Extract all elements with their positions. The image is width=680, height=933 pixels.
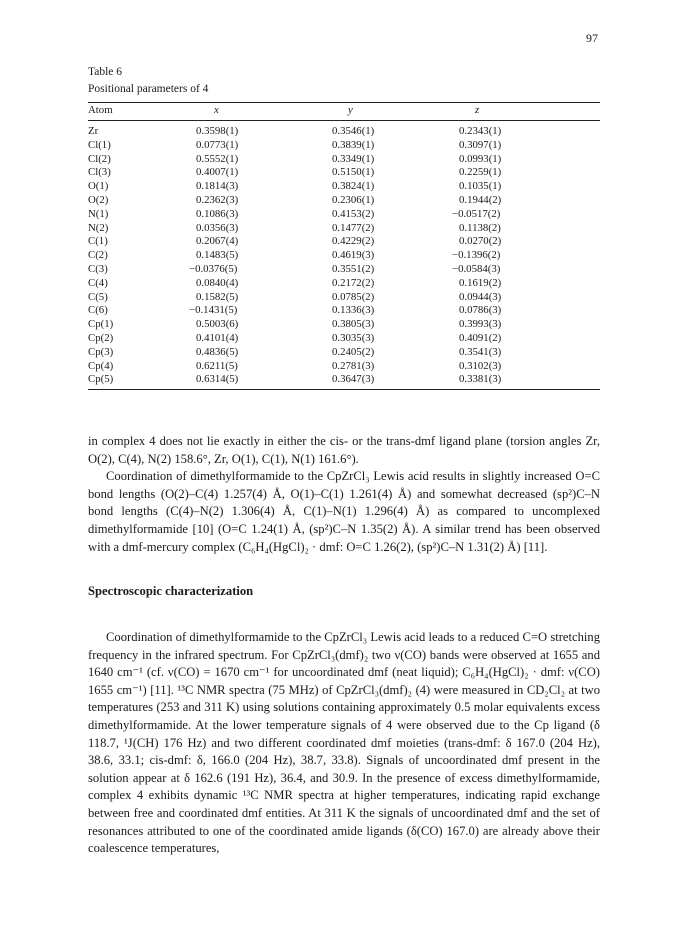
x-cell: 0.3598(1) <box>196 125 239 137</box>
x-cell: 0.0356(3) <box>196 221 239 234</box>
y-cell: 0.1477(2) <box>332 221 375 234</box>
atom-cell: Cp(2) <box>88 331 114 344</box>
z-cell: 0.3993(3) <box>459 318 502 331</box>
atom-cell: N(1) <box>88 207 109 220</box>
y-cell: 0.4229(2) <box>332 235 375 248</box>
z-cell: −0.0584(3) <box>452 262 501 275</box>
table-row <box>88 263 600 277</box>
atom-cell: C(2) <box>88 249 108 262</box>
z-cell: 0.1035(1) <box>459 180 502 193</box>
atom-cell: Cl(1) <box>88 138 111 151</box>
atom-cell: Cl(2) <box>88 152 111 165</box>
atom-cell: C(1) <box>88 235 108 248</box>
table-row <box>88 373 600 387</box>
x-cell: 0.4007(1) <box>196 166 239 179</box>
y-cell: 0.3551(2) <box>332 262 375 275</box>
z-cell: 0.0786(3) <box>459 304 502 317</box>
z-cell: 0.1138(2) <box>459 221 501 234</box>
z-cell: 0.2343(1) <box>459 125 502 137</box>
x-cell: −0.0376(5) <box>189 262 238 275</box>
z-cell: 0.3097(1) <box>459 138 502 151</box>
x-cell: 0.5552(1) <box>196 152 239 165</box>
header-x: x <box>214 104 219 116</box>
atom-cell: C(4) <box>88 276 108 289</box>
header-atom: Atom <box>88 104 113 116</box>
table-header-row <box>88 103 600 118</box>
x-cell: 0.1814(3) <box>196 180 239 193</box>
atom-cell: Cp(3) <box>88 345 114 358</box>
y-cell: 0.2306(1) <box>332 193 375 206</box>
table-row <box>88 249 600 263</box>
table-row <box>88 222 600 236</box>
y-cell: 0.4619(3) <box>332 249 375 262</box>
atom-cell: Cp(5) <box>88 373 114 386</box>
z-cell: 0.3541(3) <box>459 345 502 358</box>
table-row <box>88 332 600 346</box>
table-row <box>88 291 600 305</box>
table-row <box>88 125 600 139</box>
atom-cell: O(1) <box>88 180 109 193</box>
table-title: Positional parameters of 4 <box>88 83 209 95</box>
z-cell: 0.1619(2) <box>459 276 502 289</box>
y-cell: 0.5150(1) <box>332 166 375 179</box>
y-cell: 0.0785(2) <box>332 290 375 303</box>
table-row <box>88 153 600 167</box>
table-row <box>88 194 600 208</box>
atom-cell: C(3) <box>88 262 108 275</box>
table-row <box>88 360 600 374</box>
x-cell: 0.4836(5) <box>196 345 239 358</box>
z-cell: 0.3381(3) <box>459 373 502 386</box>
x-cell: 0.1086(3) <box>196 207 239 220</box>
atom-cell: Zr <box>88 125 99 137</box>
z-cell: −0.0517(2) <box>452 207 501 220</box>
y-cell: 0.2781(3) <box>332 359 375 372</box>
y-cell: 0.3349(1) <box>332 152 375 165</box>
table-row <box>88 139 600 153</box>
x-cell: 0.2067(4) <box>196 235 239 248</box>
y-cell: 0.3805(3) <box>332 318 375 331</box>
y-cell: 0.4153(2) <box>332 207 375 220</box>
paragraph-1: in complex 4 does not lie exactly in either the cis- or the trans-dmf ligand plane (torsion angles Zr, O(2), C(4), N(2) 158.6°, Zr, O(1), C(1), N(1) 161.6°). <box>88 434 600 466</box>
z-cell: 0.4091(2) <box>459 331 502 344</box>
body-paragraphs-top <box>88 433 600 556</box>
table-row <box>88 346 600 360</box>
z-cell: −0.1396(2) <box>452 249 501 262</box>
page-number: 97 <box>586 31 598 45</box>
z-cell: 0.0993(1) <box>459 152 502 165</box>
atom-cell: N(2) <box>88 221 109 234</box>
z-cell: 0.3102(3) <box>459 359 502 372</box>
y-cell: 0.1336(3) <box>332 304 375 317</box>
table-body <box>88 121 600 389</box>
header-y: y <box>348 104 353 116</box>
y-cell: 0.3647(3) <box>332 373 375 386</box>
table-label: Table 6 <box>88 66 123 78</box>
atom-cell: C(5) <box>88 290 108 303</box>
x-cell: 0.4101(4) <box>196 331 239 344</box>
x-cell: 0.0840(4) <box>196 276 239 289</box>
table-caption <box>88 64 208 98</box>
paragraph-3: Coordination of dimethylformamide to the CpZrCl₃ Lewis acid leads to a reduced C=O stretching frequency in the infrared spectrum. For CpZrCl₃(dmf)₂ two ν(CO) bands were observed at 1655 and 1640 cm⁻¹ (cf. ν(CO) = 1670 cm⁻¹ for uncoordinated dmf (neat liquid); C₆H₄(HgCl)₂ · dmf: ν(CO) 1655 cm⁻¹) [11]. ¹³C NMR spectra (75 MHz) of CpZrCl₃(dmf)₂ (4) were measured in CD₂Cl₂ at two temperatures (253 and 311 K) using solutions containing approximately 0.5 molar equivalents excess dimethylformamide. At the lower temperature signals of 4 were observed due to the Cp ligand (δ 118.7, ¹J(CH) 176 Hz) and two different coordinated dmf moieties (trans-dmf: δ 167.0 (204 Hz), 38.6, 33.1; cis-dmf: δ, 166.0 (204 Hz), 38.7, 33.8). Signals of uncoordinated dmf present in the solution appear at δ 162.6 (191 Hz), 36.4, and 30.9. In the presence of excess dimethylformamide, complex 4 exhibits dynamic ¹³C NMR spectra at higher temperatures, indicating rapid exchange between free and coordinated dmf entities. At 311 K the signals of uncoordinated dmf and the set of resonances attributed to one of the coordinated amide ligands (δ(CO) 167.0) are already above their coalescence temperatures, <box>88 630 600 856</box>
x-cell: 0.5003(6) <box>196 318 239 331</box>
x-cell: 0.0773(1) <box>196 138 239 151</box>
y-cell: 0.3035(3) <box>332 331 375 344</box>
y-cell: 0.2405(2) <box>332 345 375 358</box>
y-cell: 0.3839(1) <box>332 138 375 151</box>
table-row <box>88 277 600 291</box>
x-cell: 0.2362(3) <box>196 193 239 206</box>
table-row <box>88 304 600 318</box>
atom-cell: Cp(4) <box>88 359 114 372</box>
table-row <box>88 166 600 180</box>
y-cell: 0.3546(1) <box>332 125 375 137</box>
body-paragraphs-bottom <box>88 629 600 858</box>
z-cell: 0.2259(1) <box>459 166 502 179</box>
x-cell: 0.6211(5) <box>196 359 238 372</box>
table-row <box>88 235 600 249</box>
z-cell: 0.0270(2) <box>459 235 502 248</box>
paragraph-2: Coordination of dimethylformamide to the CpZrCl₃ Lewis acid results in slightly increased O=C bond lengths (O(2)–C(4) 1.257(4) Å, O(1)–C(1) 1.261(4) Å) and somewhat decreased (sp²)C–N bond lengths (C(4)–N(2) 1.306(4) Å, C(1)–N(1) 1.296(4) Å) as compared to uncomplexed dimethylformamide [10] (O=C 1.24(1) Å, (sp²)C–N 1.35(2) Å). A similar trend has been observed with a dmf-mercury complex (C₆H₄(HgCl)₂ · dmf: O=C 1.26(2), (sp²)C–N 1.31(2) Å) [11]. <box>88 469 600 554</box>
table-row <box>88 208 600 222</box>
table-row <box>88 180 600 194</box>
y-cell: 0.2172(2) <box>332 276 375 289</box>
table-row <box>88 318 600 332</box>
x-cell: −0.1431(5) <box>189 304 238 317</box>
atom-cell: O(2) <box>88 193 109 206</box>
x-cell: 0.6314(5) <box>196 373 239 386</box>
x-cell: 0.1483(5) <box>196 249 239 262</box>
atom-cell: Cp(1) <box>88 318 114 331</box>
atom-cell: Cl(3) <box>88 166 111 179</box>
positional-parameters-table <box>88 102 600 390</box>
header-z: z <box>475 104 480 116</box>
x-cell: 0.1582(5) <box>196 290 239 303</box>
section-heading: Spectroscopic characterization <box>88 584 254 598</box>
z-cell: 0.1944(2) <box>459 193 502 206</box>
z-cell: 0.0944(3) <box>459 290 502 303</box>
table-bottom-rule <box>88 389 600 390</box>
atom-cell: C(6) <box>88 304 108 317</box>
y-cell: 0.3824(1) <box>332 180 375 193</box>
